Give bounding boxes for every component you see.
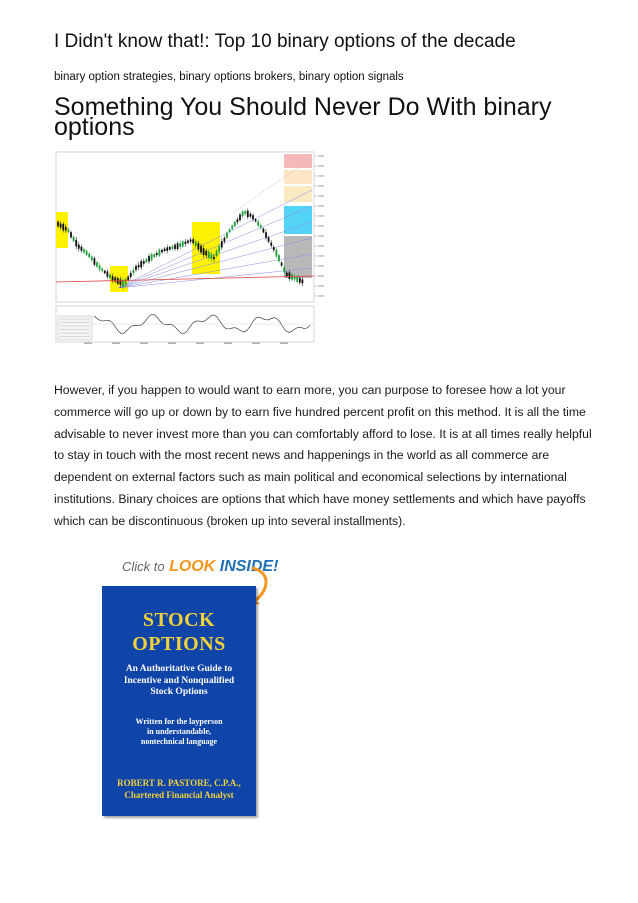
candle [166,247,168,250]
candle [296,277,298,282]
candle [278,255,280,261]
candle [164,249,166,251]
candle [96,262,98,266]
candle [260,225,262,228]
target-zone [284,170,312,184]
axis-tick-label [318,255,324,256]
price-panel [56,152,314,302]
axis-tick-label [318,295,324,296]
date-tick-label [112,343,120,344]
date-tick-label [196,343,204,344]
tag-separator: , [172,71,180,83]
tag-link-brokers[interactable]: binary options brokers [179,71,293,83]
candle [146,259,148,262]
trading-chart [54,150,326,346]
date-tick-label [224,343,232,344]
candle [218,246,220,252]
candle [73,237,75,241]
axis-tick-label [318,175,324,176]
axis-tick-label [318,215,324,216]
post-title: Something You Should Never Do With binary options [54,93,552,141]
candle [239,214,241,220]
candle [276,250,278,257]
tag-list [54,70,404,85]
candle [109,275,111,279]
candle [265,232,267,238]
candle [182,241,184,246]
candle [99,266,101,270]
candle [156,253,158,255]
candle [286,273,288,277]
candle [78,245,80,249]
tag-link-strategies[interactable]: binary option strategies [54,71,173,83]
candle [247,211,249,217]
date-tick-label [140,343,148,344]
candle [138,265,140,267]
axis-tick-label [318,245,324,246]
book-author: ROBERT R. PASTORE, C.P.A., Chartered Financial Analyst [117,777,241,800]
candle [86,251,88,255]
candle [159,250,161,256]
candle [133,270,135,273]
highlight-zone [192,222,220,274]
tag-link-signals[interactable]: binary option signals [298,71,404,83]
candle [268,237,270,242]
book-cover[interactable] [102,586,256,816]
candle [226,233,228,238]
target-zone [284,186,312,202]
candle [289,272,291,279]
candle [273,247,275,250]
candle [60,223,62,227]
candle [190,240,192,242]
candle [151,254,153,260]
candle [112,276,114,280]
candle [237,219,239,222]
candle [91,257,93,261]
axis-tick-label [318,195,324,196]
candle [75,240,77,247]
candle [83,249,85,252]
candle [250,214,252,217]
candle [101,268,103,271]
book-subtitle: An Authoritative Guide to Incentive and Nonqualified Stock Options [123,664,235,697]
candle [205,251,207,255]
candle [200,246,202,253]
book-promo[interactable] [100,558,278,820]
candle [179,243,181,247]
candle [211,254,213,259]
blog-title[interactable]: I Didn't know that!: Top 10 binary options of the decade [54,31,516,52]
book-tagline: Written for the layperson in understandable, nontechnical language [135,716,223,746]
date-tick-label [168,343,176,344]
candle [195,241,197,246]
candle [104,271,106,273]
candle [68,229,70,231]
candle [270,243,272,246]
candle [299,278,301,283]
candle [257,221,259,225]
date-tick-label [280,343,288,344]
candle [130,273,132,277]
candle [127,277,129,281]
candle [185,242,187,244]
candle [122,280,124,287]
candle [135,266,137,270]
candle [153,254,155,257]
axis-tick-label [318,185,324,186]
candle [242,211,244,216]
banner-click-text: Click to [122,559,165,574]
post-body: However, if you happen to would want to earn more, you can purpose to foresee how a lot your commerce will go up or down by to earn five hundred percent profit on this method. It is all the time advisable to never invest more than you can comfortably afford to lose. It is at all times really helpful to stay in touch with the most recent news and happenings in the world as all commerce are dependent on external factors such as main political and economical selections by international institutions. Binary choices are options that which have money settlements and which have payoffs which can be discontinuous (broken up into several installments). [54,383,592,528]
candle [216,251,218,256]
axis-tick-label [318,155,324,156]
candle [208,252,210,259]
banner-inside-text: INSIDE! [219,558,279,575]
candle [57,222,59,227]
candle [234,222,236,227]
banner-look-text: LOOK [169,558,216,575]
target-zone [284,154,312,168]
candle [213,257,215,259]
candle [107,271,109,276]
book-title: STOCK OPTIONS [132,609,226,655]
candle [94,258,96,265]
candle [140,261,142,267]
candle [81,247,83,251]
candle [221,241,223,247]
candle [229,229,231,232]
candle [65,227,67,230]
candle [192,239,194,243]
candle [203,248,205,255]
candle [70,232,72,237]
axis-tick-label [318,235,324,236]
candle [169,247,171,250]
candle [252,215,254,219]
cyan-zone [284,206,312,234]
candle [148,256,150,262]
axis-tick-label [318,205,324,206]
gray-zone [284,236,312,278]
candle [244,211,246,214]
date-tick-label [84,343,92,344]
trading-chart-image [54,150,326,346]
candle [177,243,179,249]
axis-tick-label [318,285,324,286]
candle [291,274,293,280]
axis-tick-label [318,165,324,166]
candle [294,277,296,280]
axis-tick-label [318,275,324,276]
axis-tick-label [318,265,324,266]
candle [143,261,145,264]
candle [88,254,90,258]
candle [198,243,200,249]
candle [283,267,285,272]
candle [114,278,116,282]
tag-separator: , [292,71,299,83]
candle [161,250,163,252]
candle [172,246,174,248]
date-tick-label [252,343,260,344]
candle [231,225,233,229]
candle [281,263,283,266]
candle [174,245,176,249]
candle [224,238,226,242]
axis-tick-label [318,225,324,226]
candle [263,228,265,232]
candle [187,241,189,243]
candle [62,224,64,230]
candle [302,279,304,283]
candle [255,219,257,221]
